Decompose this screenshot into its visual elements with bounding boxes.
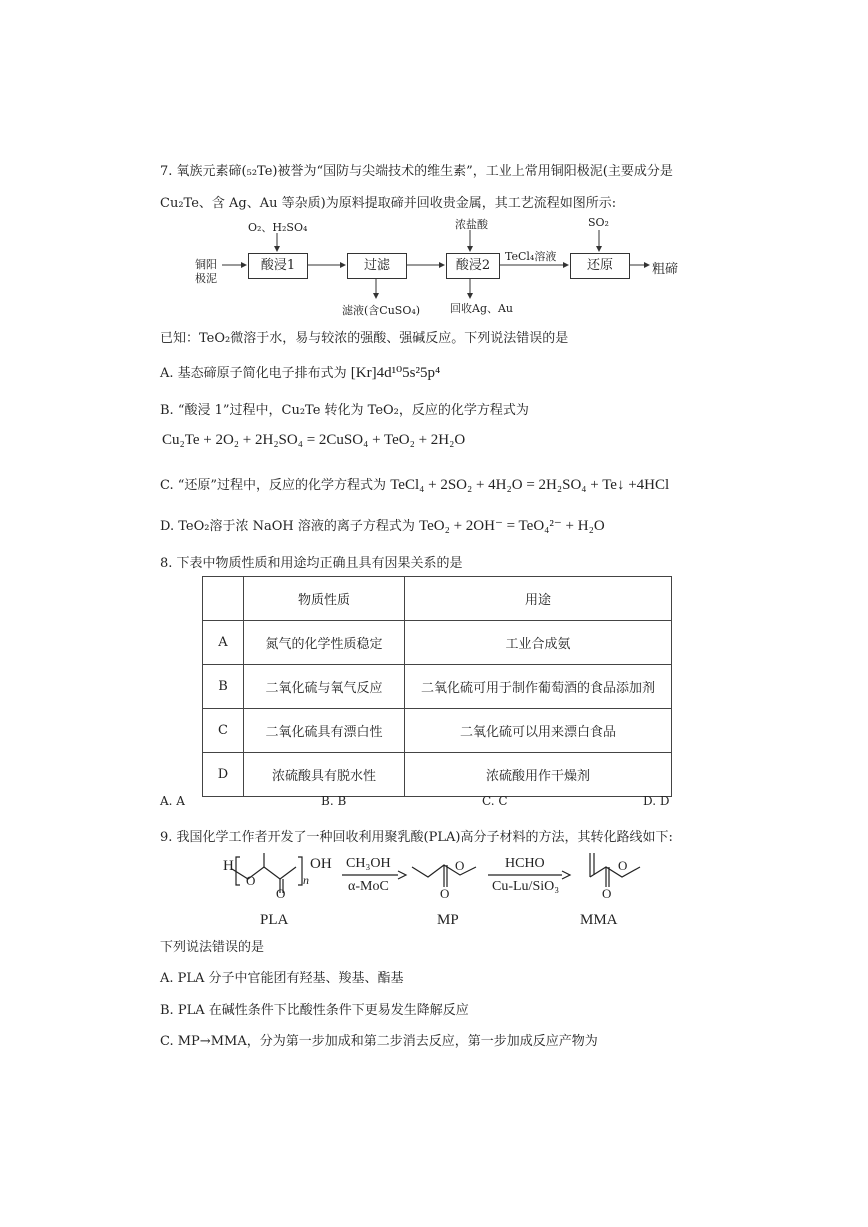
table-row xyxy=(203,665,672,709)
table-cell: 氮气的化学性质稳定 xyxy=(244,621,405,665)
flow-input-line2: 极泥 xyxy=(195,272,217,285)
table-header-row xyxy=(203,577,672,621)
mp-ester-o: O xyxy=(455,858,465,873)
flow-mid-solution: TeCl₄溶液 xyxy=(505,250,557,263)
q9-prompt: 下列说法错误的是 xyxy=(160,940,265,955)
flow-reagent3: SO₂ xyxy=(588,216,609,229)
reaction-structures xyxy=(0,845,868,945)
pla-oh-group: OH xyxy=(310,856,332,872)
table-cell: B xyxy=(203,665,244,709)
table-cell: 二氧化硫可以用来漂白食品 xyxy=(405,709,672,753)
q8-option-a: A. A xyxy=(160,794,185,808)
flow-step1-box: 酸浸1 xyxy=(248,253,308,279)
q7-option-a-formula: [Kr]4d¹⁰5s²5p⁴ xyxy=(350,365,441,381)
mp-carbonyl-o: O xyxy=(440,886,450,901)
mma-carbonyl-o: O xyxy=(602,886,612,901)
q7-known: 已知：TeO₂微溶于水，易与较浓的强酸、强碱反应。下列说法错误的是 xyxy=(160,331,569,346)
table-header-cell: 物质性质 xyxy=(244,577,405,621)
flow-input-line1: 铜阳 xyxy=(195,258,217,271)
q9-option-c: C. MP→MMA，分为第一步加成和第二步消去反应，第一步加成反应产物为 xyxy=(160,1034,598,1049)
q8-stem: 8. 下表中物质性质和用途均正确且具有因果关系的是 xyxy=(160,556,463,571)
q7-stem-line2: Cu₂Te、含 Ag、Au 等杂质)为原料提取碲并回收贵金属，其工艺流程如图所示: xyxy=(160,196,617,211)
flow-step4-box: 还原 xyxy=(570,253,630,279)
flow-reagent1: O₂、H₂SO₄ xyxy=(248,221,308,234)
label-pla: PLA xyxy=(260,912,289,928)
q7-option-c xyxy=(160,474,669,494)
mma-ester-o: O xyxy=(618,858,628,873)
q7-option-a-text: A. 基态碲原子简化电子排布式为 xyxy=(160,366,347,381)
reagent1-top: CH₃OH xyxy=(346,856,391,871)
q7-option-d xyxy=(160,515,605,535)
q8-property-table xyxy=(202,576,672,797)
q8-option-b: B. B xyxy=(321,794,347,808)
q9-option-a: A. PLA 分子中官能团有羟基、羧基、酯基 xyxy=(160,971,404,986)
table-cell: 浓硫酸用作干燥剂 xyxy=(405,753,672,797)
reagent1-bottom: α-MoC xyxy=(348,879,389,894)
q7-option-c-equation: TeCl₄ + 2SO₂ + 4H₂O = 2H₂SO₄ + Te↓ +4HCl xyxy=(390,477,670,493)
q7-option-c-text: C. “还原”过程中，反应的化学方程式为 xyxy=(160,478,387,493)
flow-step3-box: 酸浸2 xyxy=(446,253,500,279)
table-row xyxy=(203,709,672,753)
table-row xyxy=(203,753,672,797)
q7-stem-line1: 7. 氧族元素碲(₅₂Te)被誉为“国防与尖端技术的维生素”，工业上常用铜阳极泥(主要成分是 xyxy=(160,164,673,179)
table-header-cell: 用途 xyxy=(405,577,672,621)
table-cell: D xyxy=(203,753,244,797)
table-row xyxy=(203,621,672,665)
q7-option-a xyxy=(160,362,440,382)
table-cell: A xyxy=(203,621,244,665)
flow-filtrate-label: 滤液(含CuSO₄) xyxy=(342,304,421,317)
pla-ester-o: O xyxy=(246,873,256,888)
flow-recover-label: 回收Ag、Au xyxy=(450,302,514,315)
q8-option-d: D. D xyxy=(643,794,670,808)
label-mma: MMA xyxy=(580,912,618,928)
table-cell: 工业合成氨 xyxy=(405,621,672,665)
table-cell: C xyxy=(203,709,244,753)
table-header-cell xyxy=(203,577,244,621)
q9-option-b: B. PLA 在碱性条件下比酸性条件下更易发生降解反应 xyxy=(160,1003,469,1018)
pla-carbonyl-o: O xyxy=(276,886,286,901)
table-cell: 二氧化硫具有漂白性 xyxy=(244,709,405,753)
pla-h-atom: H xyxy=(223,858,234,874)
reagent2-bottom: Cu-Lu/SiO₃ xyxy=(492,879,560,894)
table-cell: 二氧化硫可用于制作葡萄酒的食品添加剂 xyxy=(405,665,672,709)
q7-option-b-text: B. “酸浸 1”过程中，Cu₂Te 转化为 TeO₂，反应的化学方程式为 xyxy=(160,403,529,418)
flow-output: 粗碲 xyxy=(652,262,679,277)
q9-stem: 9. 我国化学工作者开发了一种回收利用聚乳酸(PLA)高分子材料的方法，其转化路线如下: xyxy=(160,830,673,845)
q7-option-d-equation: TeO₂ + 2OH⁻ = TeO₄²⁻ + H₂O xyxy=(418,518,605,534)
q7-option-d-text: D. TeO₂溶于浓 NaOH 溶液的离子方程式为 xyxy=(160,519,415,534)
flow-reagent2: 浓盐酸 xyxy=(455,218,488,231)
table-cell: 浓硫酸具有脱水性 xyxy=(244,753,405,797)
reagent2-top: HCHO xyxy=(505,856,545,871)
pla-n-subscript: n xyxy=(303,873,309,887)
flow-step2-box: 过滤 xyxy=(347,253,407,279)
q7-option-b-equation: Cu₂Te + 2O₂ + 2H₂SO₄ = 2CuSO₄ + TeO₂ + 2H₂O xyxy=(162,432,466,448)
label-mp: MP xyxy=(437,912,459,928)
table-cell: 二氧化硫与氧气反应 xyxy=(244,665,405,709)
q8-option-c: C. C xyxy=(482,794,508,808)
